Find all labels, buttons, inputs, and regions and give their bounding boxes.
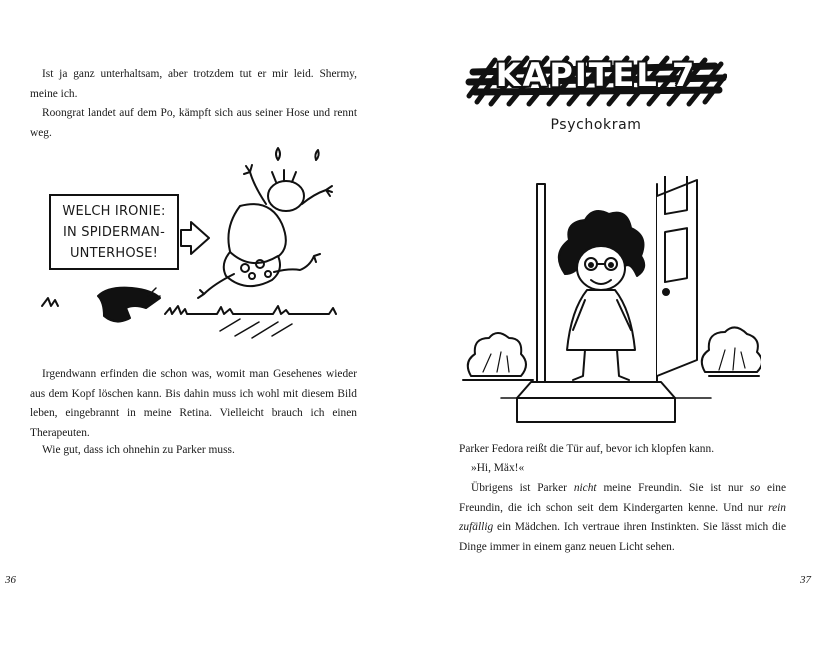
right-paragraph-3-text-3: eine Freundin, die ich schon seit dem Kindergarten kenne. Und nur [459, 482, 786, 514]
right-paragraph-3 [459, 479, 786, 557]
left-paragraph-1-text: Ist ja ganz unterhaltsam, aber trotzdem tut er mir leid. Shermy, meine ich. [30, 68, 357, 100]
speech-bubble-text: WELCH IRONIE: IN SPIDERMAN- UNTERHOSE! [62, 204, 166, 261]
right-paragraph-1-text: Parker Fedora reißt die Tür auf, bevor ich klopfen kann. [459, 443, 715, 455]
left-paragraph-4-text: Wie gut, dass ich ohnehin zu Parker muss. [42, 444, 235, 456]
page-number-right: 37 [800, 574, 811, 586]
girl-in-doorway-illustration [461, 176, 761, 426]
left-page [0, 0, 408, 653]
right-page [409, 0, 817, 653]
emphasis-nicht: nicht [573, 482, 597, 494]
right-paragraph-2 [459, 459, 786, 479]
left-paragraph-2 [30, 104, 357, 143]
right-paragraph-2-text: »Hi, Mäx!« [471, 462, 525, 474]
right-paragraph-3-text-2: meine Freundin. Sie ist nur [596, 482, 751, 494]
left-paragraph-4 [30, 441, 357, 461]
chapter-subtitle: Psychokram [550, 117, 642, 133]
page-number-left: 36 [5, 574, 16, 586]
left-paragraph-2-text: Roongrat landet auf dem Po, kämpft sich aus seiner Hose und rennt weg. [30, 107, 357, 139]
emphasis-rein-zufaellig: rein zufällig [459, 501, 786, 534]
left-paragraph-3-text: Irgendwann erfinden die schon was, womit man Gesehenes wieder aus dem Kopf löschen kann. Bis dahin muss ich wohl mit diesem Bild leben, eingebrannt in meine Retina. Vielleicht brauch ich einen Therapeuten. [30, 368, 357, 439]
left-paragraph-1 [30, 65, 357, 104]
left-paragraph-3 [30, 365, 357, 443]
chapter-title: KAPITEL 7 [495, 56, 697, 94]
emphasis-so: so [750, 482, 761, 494]
right-paragraph-1 [459, 440, 786, 460]
right-paragraph-3-text-1: Übrigens ist Parker [471, 482, 574, 494]
right-paragraph-3-text-4: ein Mädchen. Ich vertraue ihren Instinkten. Sie lässt mich die Dinge immer in einem ganz neuen Licht sehen. [459, 521, 786, 553]
